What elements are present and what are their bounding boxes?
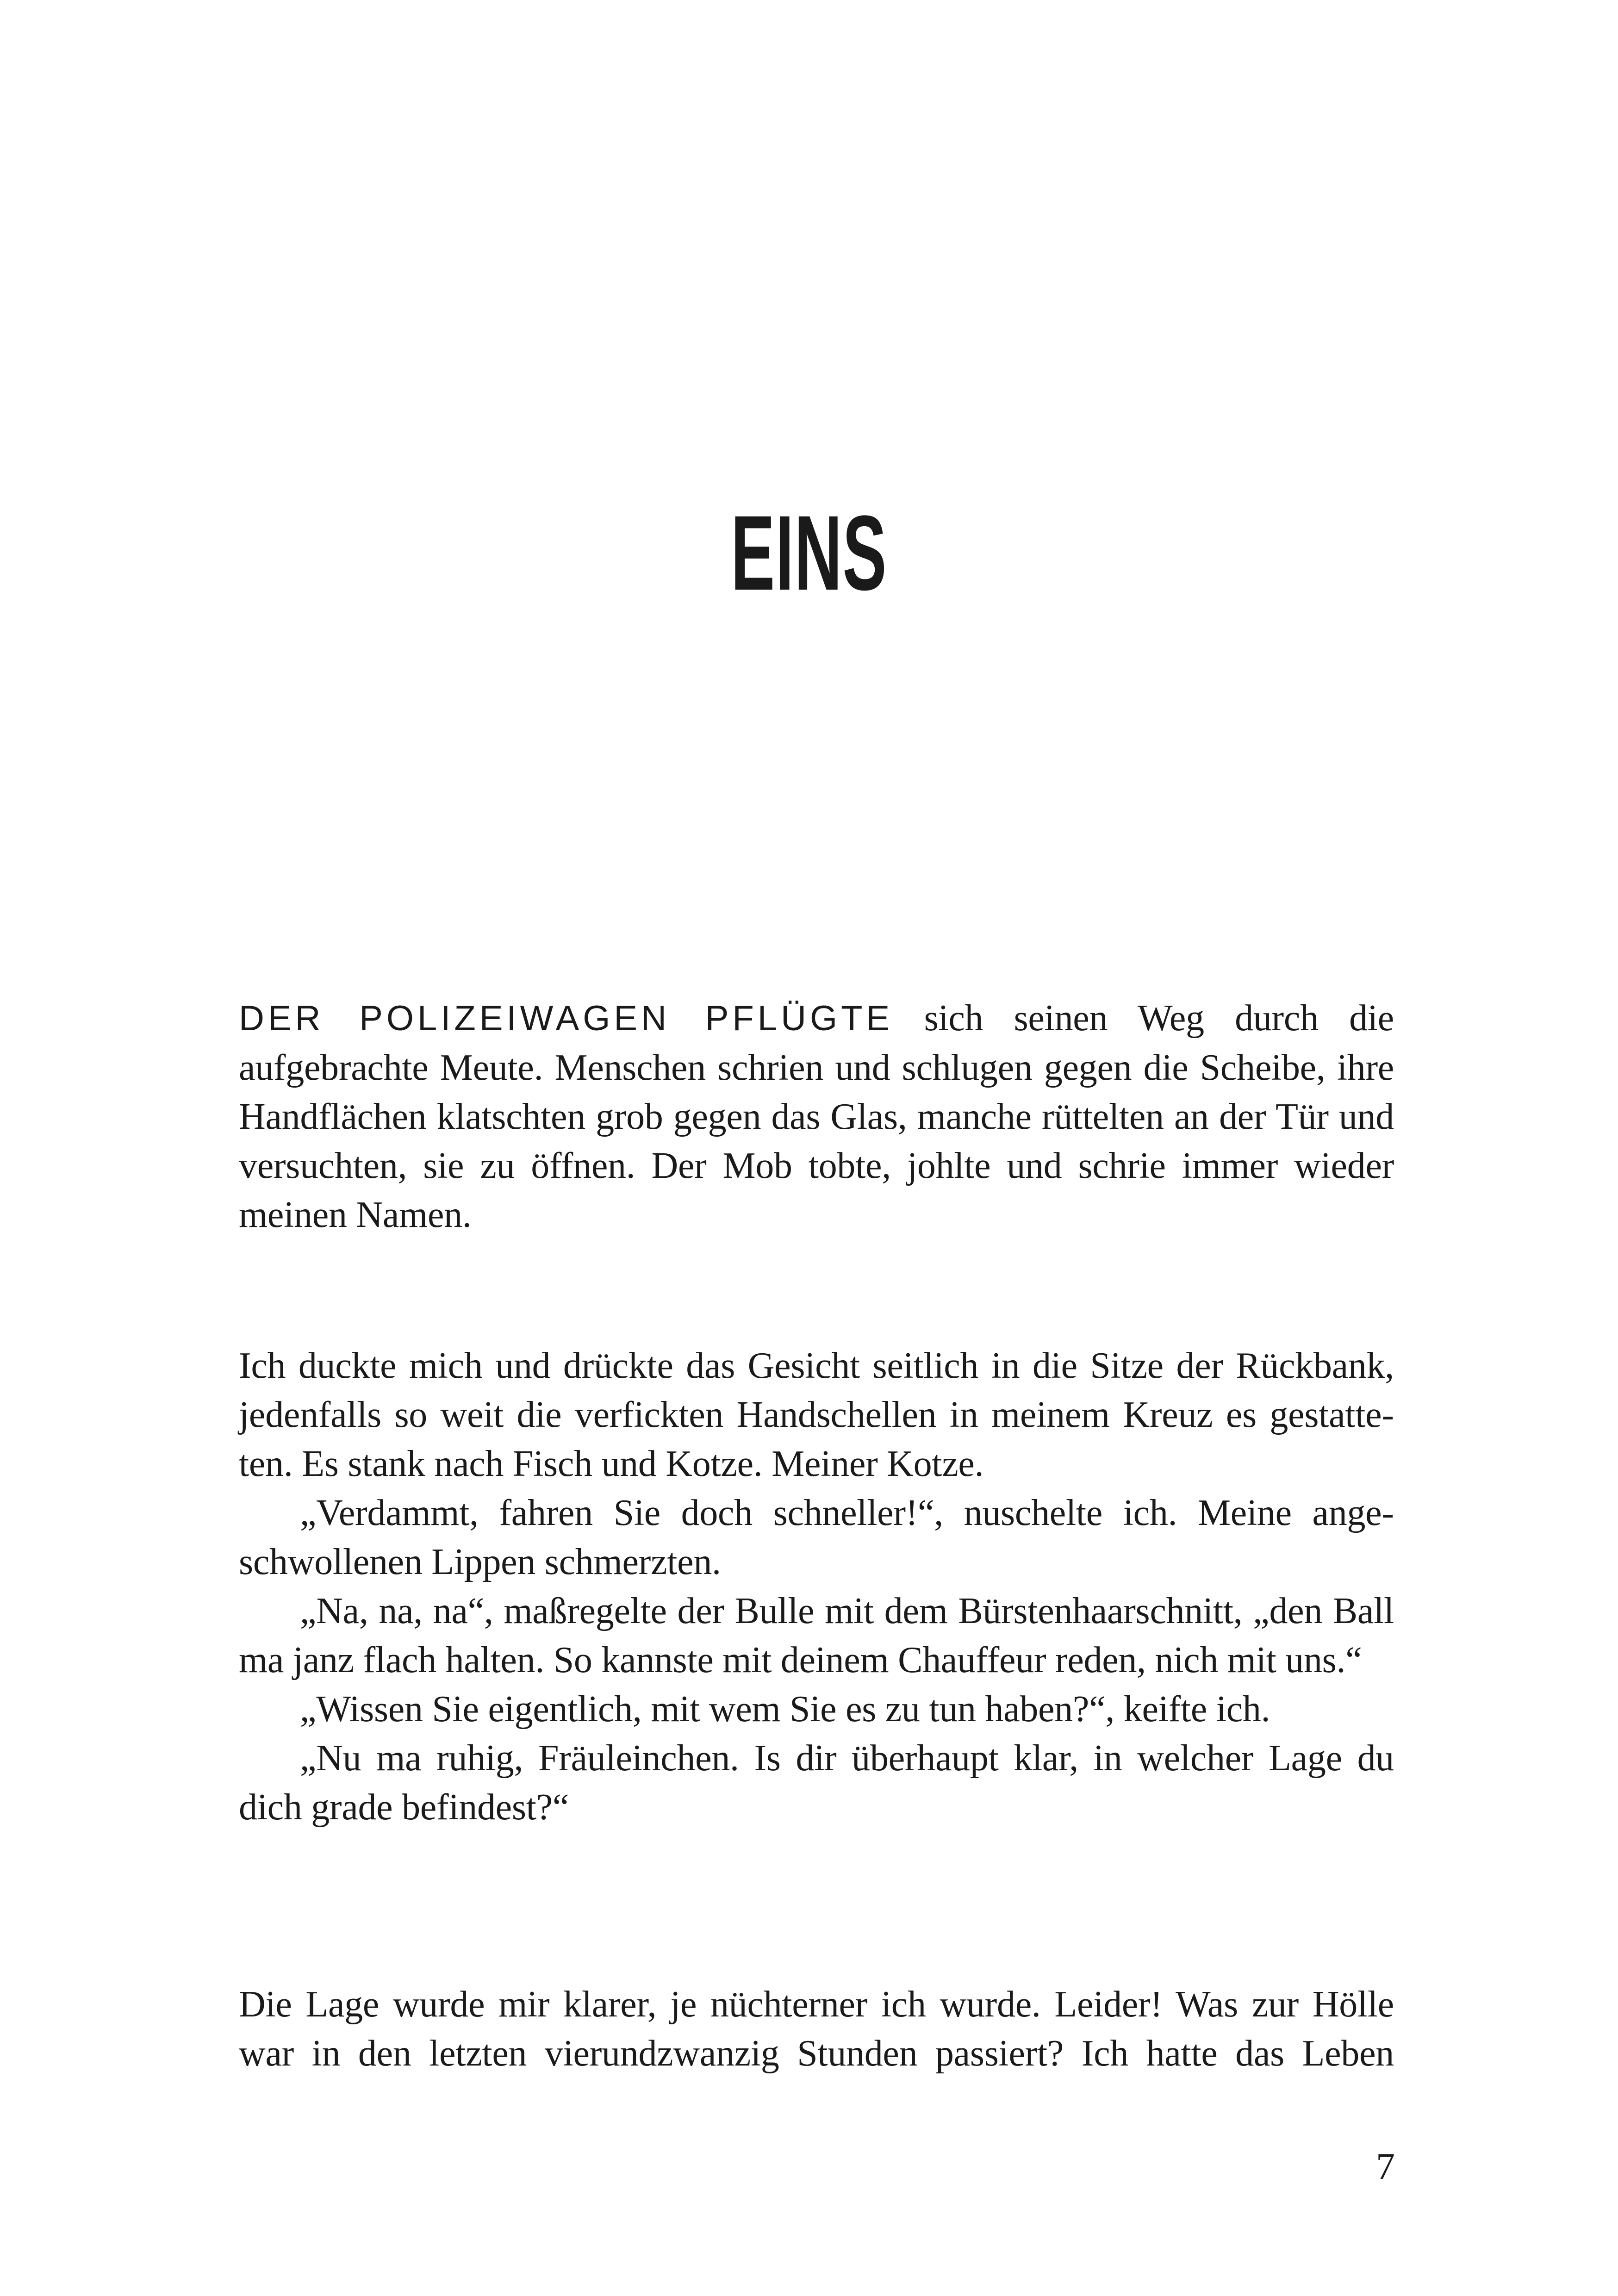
opening-lead-in: DER POLIZEIWAGEN PFLÜGTE xyxy=(239,999,894,1038)
dialogue-section xyxy=(239,1341,1394,1832)
opening-paragraph xyxy=(239,994,1394,1239)
paragraph: Die Lage wurde mir klarer, je nüchterner ich wurde. Leider! Was zur Hölle war in den letzten vierundzwanzig Stunden passiert? Ich hatte das Leben xyxy=(239,1984,1394,2074)
paragraph: „Verdammt, fahren Sie doch schneller!“, nuschelte ich. Meine angeschwollenen Lippen schmerzten. xyxy=(239,1493,1394,1582)
paragraph: „Wissen Sie eigentlich, mit wem Sie es zu tun haben?“, keifte ich. xyxy=(300,1689,1270,1730)
paragraph: „Na, na, na“, maßregelte der Bulle mit dem Bürstenhaarschnitt, „den Ball ma janz flach halten. So kannste mit deinem Chauffeur reden, nich mit uns.“ xyxy=(239,1591,1394,1680)
closing-section xyxy=(239,1980,1394,2078)
paragraph: „Nu ma ruhig, Fräuleinchen. Is dir überhaupt klar, in welcher Lage du dich grade befindest?“ xyxy=(239,1738,1394,1828)
page-number: 7 xyxy=(1376,2145,1395,2187)
opening-body: sich seinen Weg durch die aufgebrachte Meute. Menschen schrien und schlugen gegen die Scheibe, ihre Handflächen klatschten grob gegen das Glas, manche rüttelten an der Tür und versuchten, sie zu öffnen. Der Mob tobte, johlte und schrie immer wieder meinen Namen. xyxy=(239,998,1394,1235)
opening-paragraph-text xyxy=(239,994,1394,1239)
chapter-title: EINS xyxy=(731,493,887,612)
paragraph: Ich duckte mich und drückte das Gesicht seitlich in die Sitze der Rückbank, jedenfalls so weit die verfickten Handschellen in meinem Kreuz es gestatteten. Es stank nach Fisch und Kotze. Meiner Kotze. xyxy=(239,1345,1394,1484)
